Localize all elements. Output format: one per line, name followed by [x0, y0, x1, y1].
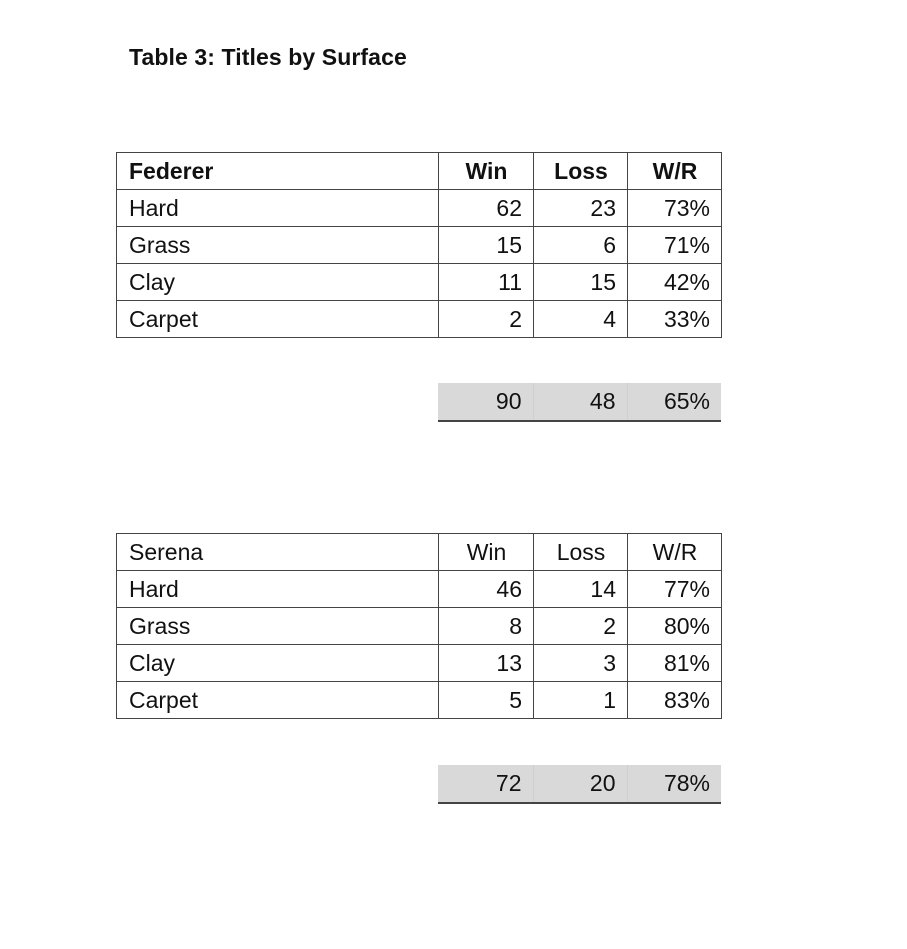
- win-cell: 8: [439, 608, 534, 645]
- win-rate-cell: 83%: [628, 682, 722, 719]
- table-header-row: [117, 534, 722, 571]
- total-win-cell: 90: [438, 383, 533, 421]
- loss-cell: 23: [534, 190, 628, 227]
- loss-cell: 6: [534, 227, 628, 264]
- win-rate-cell: 42%: [628, 264, 722, 301]
- win-rate-cell: 77%: [628, 571, 722, 608]
- win-cell: 11: [439, 264, 534, 301]
- table-row: [117, 608, 722, 645]
- table-row: [117, 301, 722, 338]
- total-win-rate-cell: 65%: [627, 383, 721, 421]
- surface-cell: Clay: [117, 264, 439, 301]
- player-name: Federer: [117, 153, 439, 190]
- table-row: [117, 682, 722, 719]
- win-cell: 5: [439, 682, 534, 719]
- surface-cell: Carpet: [117, 682, 439, 719]
- loss-cell: 1: [534, 682, 628, 719]
- surface-cell: Grass: [117, 608, 439, 645]
- total-win-cell: 72: [438, 765, 533, 803]
- surface-cell: Clay: [117, 645, 439, 682]
- win-rate-header: W/R: [628, 153, 722, 190]
- surface-cell: Hard: [117, 571, 439, 608]
- table-header-row: [117, 153, 722, 190]
- win-rate-cell: 80%: [628, 608, 722, 645]
- table-row: [117, 571, 722, 608]
- loss-cell: 3: [534, 645, 628, 682]
- table-row: [117, 645, 722, 682]
- page-title: Table 3: Titles by Surface: [129, 44, 407, 70]
- win-rate-cell: 81%: [628, 645, 722, 682]
- surface-cell: Hard: [117, 190, 439, 227]
- surface-cell: Carpet: [117, 301, 439, 338]
- win-cell: 46: [439, 571, 534, 608]
- player-name: Serena: [117, 534, 439, 571]
- total-loss-cell: 20: [533, 765, 627, 803]
- win-cell: 62: [439, 190, 534, 227]
- table-row: [117, 264, 722, 301]
- totals-row: [438, 383, 721, 421]
- loss-header: Loss: [534, 534, 628, 571]
- win-rate-cell: 71%: [628, 227, 722, 264]
- win-header: Win: [439, 153, 534, 190]
- loss-header: Loss: [534, 153, 628, 190]
- loss-cell: 14: [534, 571, 628, 608]
- table-row: [117, 227, 722, 264]
- table-row: [117, 190, 722, 227]
- win-cell: 2: [439, 301, 534, 338]
- serena-table: [116, 533, 722, 719]
- federer-totals-row: [438, 383, 721, 422]
- win-cell: 15: [439, 227, 534, 264]
- win-rate-header: W/R: [628, 534, 722, 571]
- loss-cell: 15: [534, 264, 628, 301]
- win-header: Win: [439, 534, 534, 571]
- totals-row: [438, 765, 721, 803]
- win-rate-cell: 73%: [628, 190, 722, 227]
- win-cell: 13: [439, 645, 534, 682]
- total-win-rate-cell: 78%: [627, 765, 721, 803]
- federer-table: [116, 152, 722, 338]
- surface-cell: Grass: [117, 227, 439, 264]
- loss-cell: 2: [534, 608, 628, 645]
- loss-cell: 4: [534, 301, 628, 338]
- serena-totals-row: [438, 765, 721, 804]
- total-loss-cell: 48: [533, 383, 627, 421]
- win-rate-cell: 33%: [628, 301, 722, 338]
